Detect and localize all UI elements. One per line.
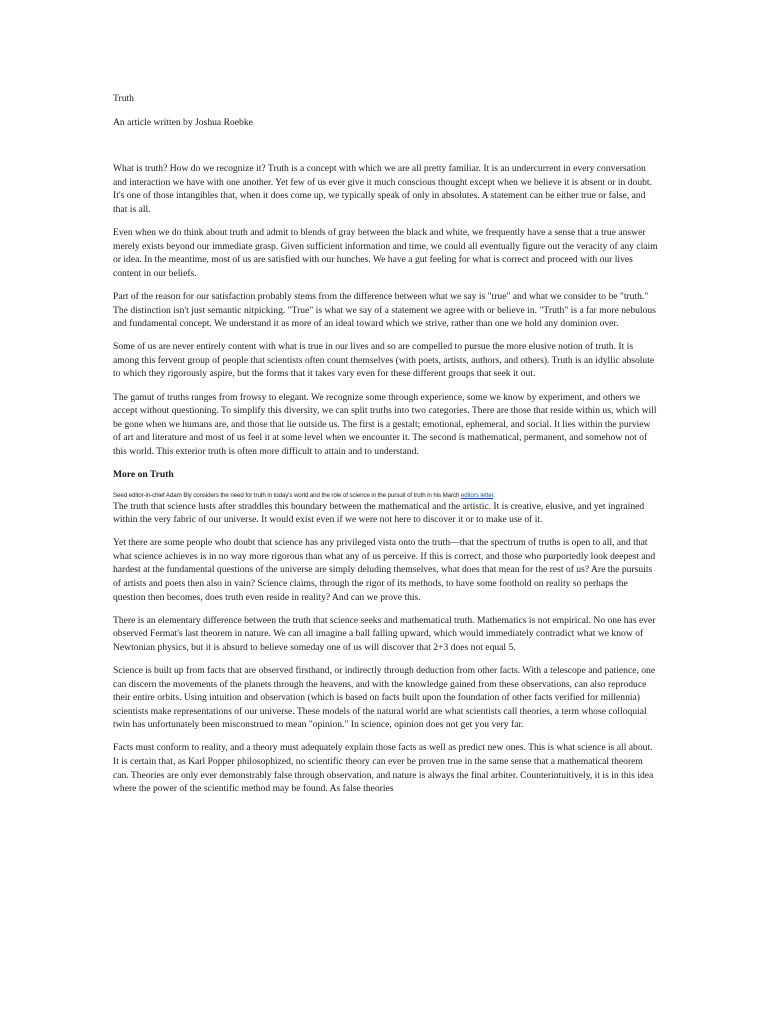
- paragraph: Even when we do think about truth and admit to blends of gray between the black and white, we frequently have a sense that a true answer merely exists beyond our immediate grasp. Given sufficient information and time, we could all eventually figure out the veracity of any claim or idea. In the meantime, most of us are satisfied with our hunches. We have a gut feeling for what is correct and proceed with our lives content in our beliefs.: [113, 227, 658, 279]
- article-byline: An article written by Joshua Roebke: [113, 116, 253, 128]
- paragraph: The gamut of truths ranges from frowsy to elegant. We recognize some through experience, some we know by experiment, and others we accept without questioning. To simplify this diversity, we can split truths into two categories. There are those that reside within us, which will be gone when we humans are, and those that lie outside us. The first is a gestalt; emotional, ephemeral, and social. It lies within the purview of art and literature and most of us feel it at some level when we encounter it. The second is mathematical, permanent, and somehow not of this world. This exterior truth is often more difficult to attain and to understand.: [113, 391, 657, 457]
- paragraph: Some of us are never entirely content with what is true in our lives and so are compelled to pursue the more elusive notion of truth. It is among this fervent group of people that scientists often count themselves (with poets, artists, authors, and others). Truth is an idyllic absolute to which they rigorously aspire, but the forms that it takes vary even for these different groups that seek it out.: [113, 341, 655, 380]
- editor-note-end: .: [493, 491, 495, 499]
- editor-note: [113, 491, 658, 500]
- editor-note-text: Seed editor-in-chief Adam Bly considers the need for truth in today's world and the role of science in the pursuit of truth in his March: [113, 491, 461, 499]
- paragraph: Facts must conform to reality, and a theory must adequately explain those facts as well as predict new ones. This is what science is all about. It is certain that, as Karl Popper philosophized, no scientific theory can ever be proven true in the same sense that a mathematical theorem can. Theories are only ever demonstrably false through observation, and nature is always the final arbiter. Counterintuitively, it is in this idea where the power of the scientific method may be found. As false theories: [113, 742, 654, 795]
- paragraph: The truth that science lusts after straddles this boundary between the mathematical and the artistic. It is creative, elusive, and yet ingrained within the very fabric of our universe. It would exist even if we were not here to discover it or to make use of it.: [113, 500, 645, 526]
- section-heading: More on Truth: [113, 468, 174, 480]
- document-page: [113, 92, 658, 805]
- paragraph: What is truth? How do we recognize it? Truth is a concept with which we are all pretty familiar. It is an undercurrent in every conversation and interaction we have with one another. Yet few of us ever give it much conscious thought except when we believe it is absent or in doubt. It's one of those intangibles that, when it does come up, we typically speak of only in absolutes. A statement can be either true or false, and that is all.: [113, 163, 652, 215]
- article-title: Truth: [113, 93, 134, 104]
- editors-letter-link[interactable]: editors letter: [460, 491, 494, 499]
- paragraph: Part of the reason for our satisfaction probably stems from the difference between what we say is "true" and what we consider to be "truth." The distinction isn't just semantic nitpicking. "True" is what we say of a statement we agree with or believe in. "Truth" is a far more nebulous and fundamental concept. We understand it as more of an ideal toward which we strive, rather than one we hold any dominion over.: [113, 290, 656, 330]
- paragraph: Yet there are some people who doubt that science has any privileged vista onto the truth—that the spectrum of truths is open to all, and that what science achieves is in no way more rigorous than what any of us perceive. If this is correct, and those who purportedly look deepest and hardest at the fundamental questions of the universe are simply deluding themselves, what does that mean for the rest of us? Are the pursuits of artists and poets then also in vain? Science claims, through the rigor of its methods, to have some foothold on reality so perhaps the question then becomes, does truth even reside in reality? And can we prove this.: [113, 537, 656, 603]
- paragraph: Science is built up from facts that are observed firsthand, or indirectly through deduction from other facts. With a telescope and patience, one can discern the movements of the planets through the heavens, and with the knowledge gained from these observations, can also reproduce their entire orbits. Using intuition and observation (which is based on facts built upon the foundation of other facts verified for millennia) scientists make representations of our universe. These models of the natural world are what scientists call theories, a term whose colloquial twin has unfortunately been misconstrued to mean "opinion." In science, opinion does not get you very far.: [113, 665, 656, 731]
- paragraph: There is an elementary difference between the truth that science seeks and mathematical truth. Mathematics is not empirical. No one has ever observed Fermat's last theorem in nature. We can all imagine a ball falling upward, which would immediately contradict what we know of Newtonian physics, but it is absurd to believe someday one of us will discover that 2+3 does not equal 5.: [113, 614, 656, 653]
